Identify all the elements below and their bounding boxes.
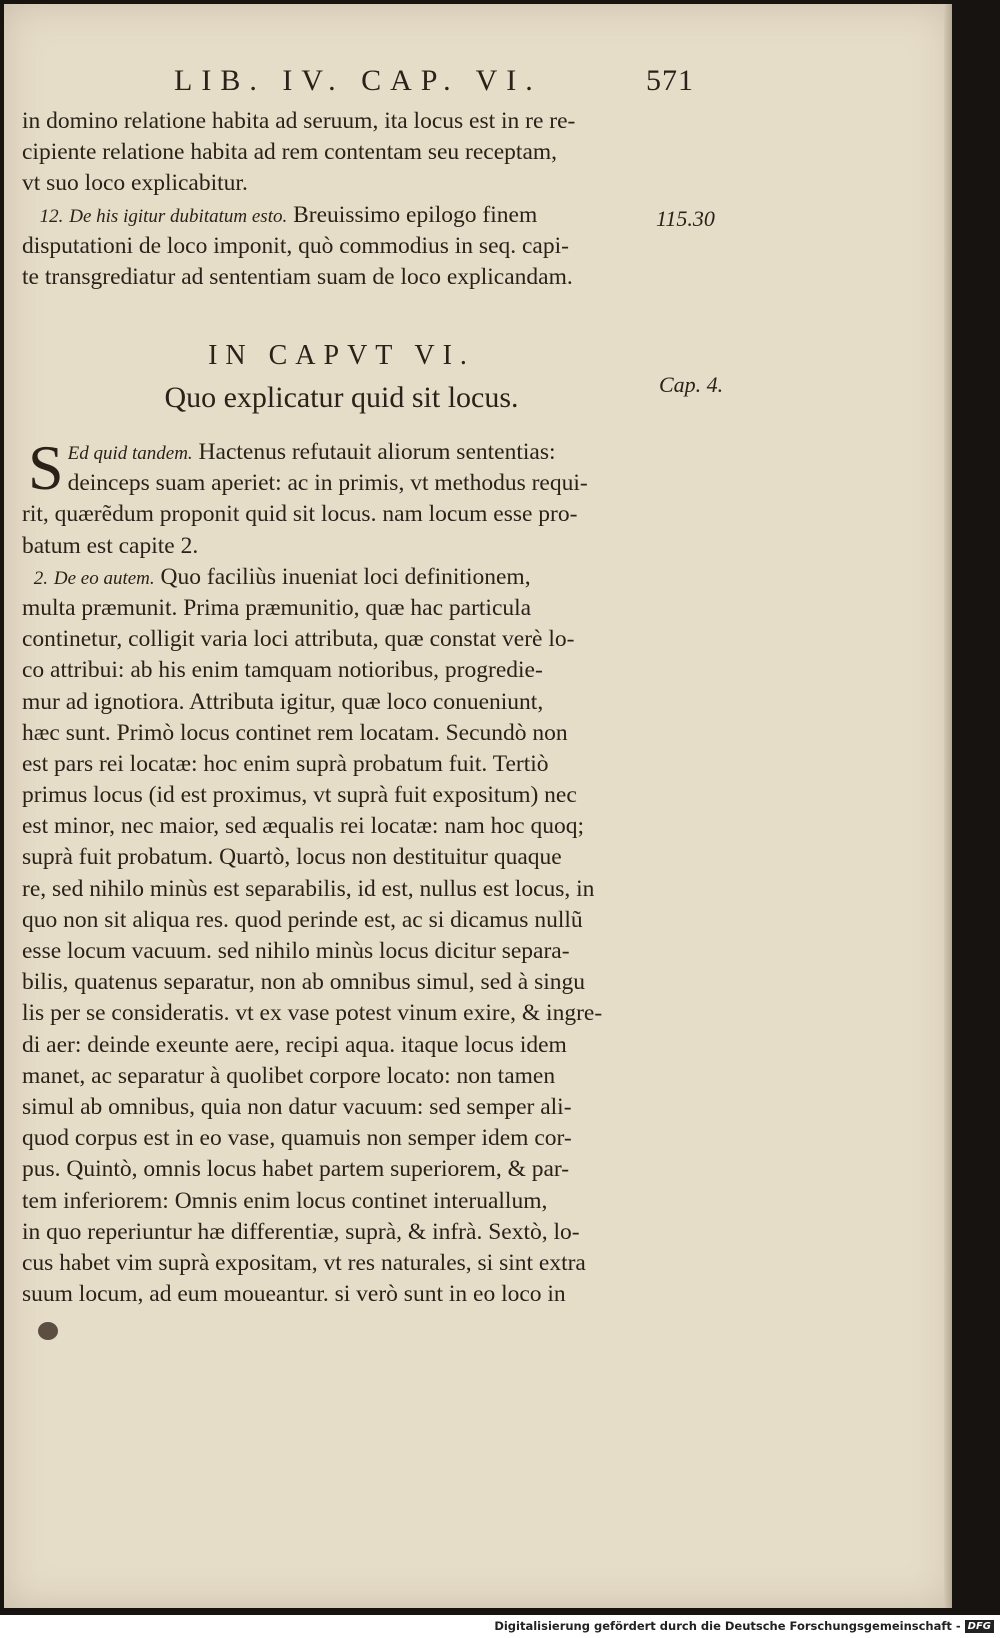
paragraph-12-line [22, 200, 682, 231]
text-line: deinceps suam aperiet: ac in primis, vt methodus requi- [67, 470, 588, 497]
main-text-block [22, 432, 682, 1311]
text-line: simul ab omnibus, quia non datur vacuum: sed semper ali- [22, 1093, 572, 1120]
text-line: manet, ac separatur à quolibet corpore locato: non tamen [22, 1062, 556, 1089]
paragraph-2-line [22, 563, 682, 594]
text-line: lis per se consideratis. vt ex vase potest vinum exire, & ingre- [22, 1000, 603, 1027]
paragraph-1 [22, 432, 682, 563]
text-line: te transgrediatur ad sententiam suam de loco explicandam. [22, 263, 573, 290]
text-line: mur ad ignotiora. Attributa igitur, quæ loco conueniunt, [22, 688, 544, 715]
text-line: est pars rei locatæ: hoc enim suprà probatum fuit. Tertiò [22, 750, 549, 777]
text-line: co attribui: ab his enim tamquam notioribus, progredie- [22, 657, 543, 684]
page-edge [944, 4, 952, 1608]
text-line: hæc sunt. Primò locus continet rem locatam. Secundò non [22, 719, 568, 746]
paragraph-1-line [68, 438, 682, 469]
chapter-title: IN CAPVT VI. [208, 340, 475, 371]
text-line: suum locum, ad eum moueantur. si verò sunt in eo loco in [22, 1281, 566, 1308]
text-line: Breuissimo epilogo finem [293, 201, 538, 228]
paragraph-lemma: Ed quid tandem. [67, 443, 193, 464]
text-line: bilis, quatenus separatur, non ab omnibus simul, sed à singu [22, 969, 585, 996]
paragraph-2 [22, 563, 682, 1312]
text-line: pus. Quintò, omnis locus habet partem superiorem, & par- [22, 1156, 570, 1183]
text-line: rit, quærẽdum proponit quid sit locus. nam locum esse pro- [22, 501, 578, 528]
text-line: esse locum vacuum. sed nihilo minùs locus dicitur separa- [22, 938, 570, 964]
book-page [4, 4, 952, 1608]
text-line: disputationi de loco imponit, quò commodius in seq. capi- [22, 232, 569, 259]
margin-note-bekker: 115.30 [656, 206, 715, 231]
text-line: di aer: deinde exeunte aere, recipi aqua. itaque locus idem [22, 1031, 567, 1058]
text-line: quo non sit aliqua res. quod perinde est, ac si dicamus nullũ [22, 906, 583, 933]
dfg-logo: DFG [965, 1620, 994, 1633]
chapter-subtitle: Quo explicatur quid sit locus. [164, 381, 519, 414]
text-line: Hactenus refutauit aliorum sententias: [198, 439, 556, 465]
text-line: multa præmunit. Prima præmunitio, quæ hac particula [22, 594, 532, 621]
text-line: re, sed nihilo minùs est separabilis, id est, nullus est locus, in [22, 875, 595, 902]
text-line: suprà fuit probatum. Quartò, locus non destituitur quaque [22, 844, 562, 871]
text-line: continetur, colligit varia loci attributa, quæ constat verè lo- [22, 626, 575, 653]
text-line: quod corpus est in eo vase, quamuis non semper idem cor- [22, 1125, 572, 1152]
paragraph-number: 12. [39, 205, 64, 227]
top-text-block [22, 106, 682, 293]
text-line: tem inferiorem: Omnis enim locus continet interuallum, [22, 1187, 548, 1214]
running-title: LIB. IV. CAP. VI. [174, 64, 542, 97]
drop-cap: S [28, 432, 64, 503]
text-line: primus locus (id est proximus, vt suprà fuit expositum) nec [22, 782, 577, 809]
page-number: 571 [646, 64, 694, 97]
digitization-footer [494, 1617, 994, 1635]
text-line: cipiente relatione habita ad rem contentam seu receptam, [22, 139, 558, 166]
text-line: vt suo loco explicabitur. [22, 170, 248, 197]
footer-text: Digitalisierung gefördert durch die Deutsche Forschungsgemeinschaft - [494, 1619, 961, 1633]
paragraph-number: 2. [33, 567, 48, 589]
text-line: cus habet vim suprà expositam, vt res naturales, si sint extra [22, 1249, 586, 1276]
text-line: in quo reperiuntur hæ differentiæ, suprà, & infrà. Sextò, lo- [22, 1218, 580, 1245]
paragraph-lemma: De eo autem. [53, 567, 155, 589]
paragraph-lemma: De his igitur dubitatum esto. [69, 205, 288, 227]
ink-blot [38, 1322, 58, 1340]
text-line: est minor, nec maior, sed æqualis rei locatæ: nam hoc quoq; [22, 813, 584, 840]
text-line: in domino relatione habita ad seruum, ita locus est in re re- [22, 108, 576, 134]
margin-note-cap: Cap. 4. [659, 372, 724, 397]
text-line: Quo faciliùs inueniat loci definitionem, [160, 563, 531, 590]
text-line: batum est capite 2. [22, 532, 199, 559]
